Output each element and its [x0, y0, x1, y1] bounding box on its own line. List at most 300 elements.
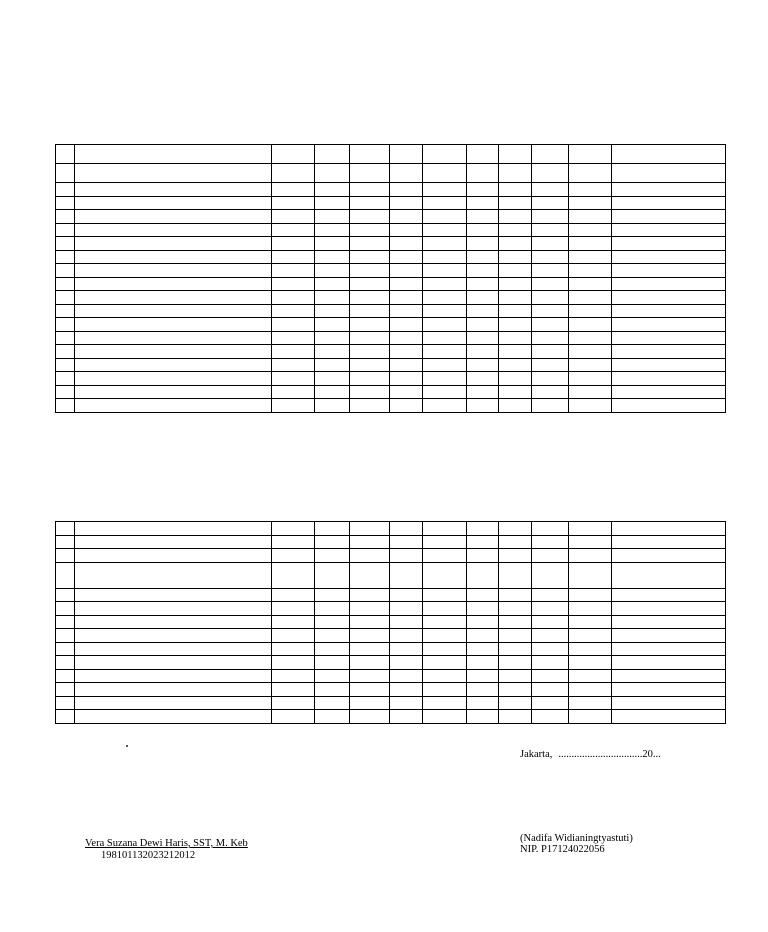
table-cell [315, 183, 350, 197]
table-cell [56, 696, 75, 710]
table-cell [467, 615, 499, 629]
table-cell [56, 642, 75, 656]
table-cell [350, 562, 390, 588]
table-row [56, 291, 726, 305]
table-cell [56, 602, 75, 616]
table-cell [350, 669, 390, 683]
table-cell [75, 345, 272, 359]
table-cell [467, 562, 499, 588]
table-cell [350, 237, 390, 251]
table-cell [315, 223, 350, 237]
table-cell [56, 629, 75, 643]
table-cell [569, 345, 612, 359]
table-cell [423, 164, 467, 183]
table-cell [467, 277, 499, 291]
table-cell [467, 183, 499, 197]
table-row [56, 223, 726, 237]
table-cell [390, 331, 423, 345]
table-row [56, 399, 726, 413]
table-cell [350, 683, 390, 697]
table-cell [56, 237, 75, 251]
table-cell [56, 535, 75, 549]
table-cell [315, 683, 350, 697]
table-cell [569, 696, 612, 710]
table-cell [569, 145, 612, 164]
table-cell [499, 358, 532, 372]
table-cell [467, 588, 499, 602]
table-cell [272, 602, 315, 616]
table-cell [390, 669, 423, 683]
table-cell [569, 196, 612, 210]
table-cell [569, 304, 612, 318]
table-cell [315, 264, 350, 278]
table-cell [350, 264, 390, 278]
table-cell [467, 372, 499, 386]
table-cell [612, 642, 726, 656]
table-cell [499, 345, 532, 359]
table-cell [390, 196, 423, 210]
table-row [56, 331, 726, 345]
table-cell [56, 164, 75, 183]
table-cell [56, 250, 75, 264]
table-cell [272, 372, 315, 386]
table-cell [75, 629, 272, 643]
table-cell [75, 237, 272, 251]
table-cell [56, 291, 75, 305]
table-cell [390, 277, 423, 291]
table-cell [569, 629, 612, 643]
table-cell [390, 237, 423, 251]
table-cell [75, 696, 272, 710]
table-cell [75, 535, 272, 549]
table-cell [350, 588, 390, 602]
table-cell [423, 669, 467, 683]
table-cell [569, 642, 612, 656]
table-row [56, 615, 726, 629]
table-cell [499, 291, 532, 305]
table-cell [612, 710, 726, 724]
table-cell [272, 250, 315, 264]
table-cell [56, 277, 75, 291]
left-signer-nip: 198101132023212012 [101, 850, 196, 861]
table-cell [350, 210, 390, 224]
table-cell [390, 602, 423, 616]
table-cell [423, 588, 467, 602]
table-cell [612, 588, 726, 602]
table-cell [499, 562, 532, 588]
table-cell [532, 318, 569, 332]
table-cell [532, 696, 569, 710]
table-cell [612, 683, 726, 697]
stray-mark [126, 745, 128, 747]
table-cell [612, 399, 726, 413]
table-cell [612, 669, 726, 683]
table-cell [467, 399, 499, 413]
table-cell [75, 223, 272, 237]
table-cell [56, 223, 75, 237]
table-cell [272, 588, 315, 602]
table-cell [423, 629, 467, 643]
table-cell [423, 522, 467, 536]
table-cell [499, 399, 532, 413]
table-cell [612, 145, 726, 164]
table-cell [390, 145, 423, 164]
table-cell [612, 183, 726, 197]
table-cell [56, 615, 75, 629]
table-cell [569, 562, 612, 588]
table-cell [272, 522, 315, 536]
table-cell [390, 549, 423, 563]
table-row [56, 145, 726, 164]
table-cell [612, 345, 726, 359]
table-cell [75, 250, 272, 264]
table-cell [272, 683, 315, 697]
table-row [56, 656, 726, 670]
table-cell [75, 549, 272, 563]
table-cell [467, 345, 499, 359]
table-cell [423, 642, 467, 656]
table-cell [315, 535, 350, 549]
table-cell [612, 629, 726, 643]
table-cell [612, 615, 726, 629]
table-cell [390, 291, 423, 305]
table-cell [499, 683, 532, 697]
table-cell [272, 277, 315, 291]
table-row [56, 345, 726, 359]
table-cell [390, 183, 423, 197]
table-cell [315, 399, 350, 413]
table-row [56, 522, 726, 536]
table-cell [350, 145, 390, 164]
table-cell [499, 696, 532, 710]
table-cell [467, 669, 499, 683]
table-cell [390, 210, 423, 224]
table-cell [499, 656, 532, 670]
table-cell [350, 615, 390, 629]
table-cell [75, 196, 272, 210]
table-cell [390, 535, 423, 549]
table-cell [75, 642, 272, 656]
table-cell [532, 710, 569, 724]
table-cell [75, 372, 272, 386]
table-cell [390, 710, 423, 724]
table-cell [56, 358, 75, 372]
table-cell [532, 164, 569, 183]
table-cell [390, 164, 423, 183]
table-cell [569, 331, 612, 345]
table-cell [499, 710, 532, 724]
table-cell [315, 196, 350, 210]
table-cell [467, 291, 499, 305]
table-cell [350, 358, 390, 372]
table-cell [499, 372, 532, 386]
table-cell [532, 210, 569, 224]
table-cell [499, 522, 532, 536]
table-cell [423, 358, 467, 372]
table-cell [56, 196, 75, 210]
table-row [56, 710, 726, 724]
table-cell [532, 669, 569, 683]
table-cell [499, 615, 532, 629]
right-signer-nip: NIP. P17124022056 [520, 844, 605, 855]
table-cell [272, 615, 315, 629]
table-cell [532, 656, 569, 670]
table-row [56, 629, 726, 643]
table-cell [315, 164, 350, 183]
table-cell [75, 277, 272, 291]
table-cell [569, 683, 612, 697]
table-cell [423, 683, 467, 697]
table-cell [569, 669, 612, 683]
table-cell [315, 549, 350, 563]
table-cell [423, 264, 467, 278]
table-cell [499, 642, 532, 656]
table-cell [423, 291, 467, 305]
table-cell [75, 683, 272, 697]
table-cell [390, 629, 423, 643]
table-cell [499, 629, 532, 643]
table-row [56, 669, 726, 683]
table-cell [75, 710, 272, 724]
table-cell [532, 642, 569, 656]
table-cell [56, 399, 75, 413]
table-cell [569, 710, 612, 724]
table-cell [467, 535, 499, 549]
table-cell [350, 304, 390, 318]
table-cell [272, 710, 315, 724]
table-cell [569, 183, 612, 197]
table-cell [499, 196, 532, 210]
table-cell [350, 291, 390, 305]
table-cell [350, 642, 390, 656]
table-cell [532, 385, 569, 399]
table-cell [532, 331, 569, 345]
table-cell [569, 237, 612, 251]
table-cell [423, 696, 467, 710]
table-cell [272, 196, 315, 210]
table-row [56, 183, 726, 197]
table-cell [423, 549, 467, 563]
table-cell [272, 345, 315, 359]
table-cell [350, 196, 390, 210]
table-cell [75, 304, 272, 318]
table-row [56, 250, 726, 264]
table-cell [272, 549, 315, 563]
table-row [56, 210, 726, 224]
table-cell [612, 223, 726, 237]
table-cell [612, 210, 726, 224]
table-cell [56, 145, 75, 164]
table-cell [350, 223, 390, 237]
table-cell [315, 522, 350, 536]
table-cell [272, 318, 315, 332]
table-cell [612, 304, 726, 318]
table-cell [532, 399, 569, 413]
table-cell [315, 210, 350, 224]
table-cell [350, 372, 390, 386]
table-cell [75, 522, 272, 536]
table-cell [423, 615, 467, 629]
table-row [56, 358, 726, 372]
table-cell [390, 264, 423, 278]
table-cell [532, 683, 569, 697]
table-cell [423, 710, 467, 724]
table-cell [532, 277, 569, 291]
table-row [56, 304, 726, 318]
table-cell [390, 562, 423, 588]
table-cell [467, 331, 499, 345]
table-cell [612, 385, 726, 399]
table-cell [467, 164, 499, 183]
table-cell [423, 385, 467, 399]
table-cell [569, 250, 612, 264]
table-cell [532, 291, 569, 305]
table-cell [350, 602, 390, 616]
table-cell [532, 223, 569, 237]
table-row [56, 372, 726, 386]
table-cell [612, 196, 726, 210]
table-cell [315, 358, 350, 372]
table-cell [350, 656, 390, 670]
table-cell [532, 535, 569, 549]
table-cell [315, 304, 350, 318]
table-cell [569, 164, 612, 183]
date-dots: ................................ [558, 749, 643, 760]
table-cell [350, 385, 390, 399]
table-cell [499, 183, 532, 197]
table-cell [423, 535, 467, 549]
table-cell [390, 372, 423, 386]
table-cell [272, 535, 315, 549]
table-cell [350, 164, 390, 183]
table-cell [56, 588, 75, 602]
table-cell [532, 562, 569, 588]
table-cell [532, 372, 569, 386]
table-cell [423, 277, 467, 291]
table-cell [499, 223, 532, 237]
table-cell [467, 549, 499, 563]
table-cell [75, 318, 272, 332]
table-cell [272, 223, 315, 237]
table-cell [467, 318, 499, 332]
table-cell [423, 331, 467, 345]
table-cell [423, 602, 467, 616]
table-cell [56, 656, 75, 670]
table-cell [350, 250, 390, 264]
table-cell [612, 237, 726, 251]
table-cell [423, 399, 467, 413]
table-cell [467, 237, 499, 251]
table-cell [272, 291, 315, 305]
table-cell [390, 250, 423, 264]
left-signer-name: Vera Suzana Dewi Haris, SST, M. Keb [85, 838, 248, 849]
table-cell [315, 331, 350, 345]
table-cell [569, 385, 612, 399]
table-cell [467, 145, 499, 164]
table-cell [423, 237, 467, 251]
table-cell [350, 183, 390, 197]
table-cell [569, 549, 612, 563]
table-row [56, 196, 726, 210]
table-cell [315, 629, 350, 643]
table-cell [612, 164, 726, 183]
table-cell [423, 183, 467, 197]
table-cell [390, 615, 423, 629]
table-cell [467, 264, 499, 278]
table-cell [56, 183, 75, 197]
table-cell [532, 602, 569, 616]
table-cell [272, 629, 315, 643]
table-cell [499, 385, 532, 399]
place-label: Jakarta, [520, 749, 553, 760]
table-cell [499, 277, 532, 291]
table-cell [499, 535, 532, 549]
table-cell [612, 562, 726, 588]
table-cell [56, 549, 75, 563]
table-cell [612, 264, 726, 278]
table-cell [272, 656, 315, 670]
table-cell [272, 562, 315, 588]
table-cell [315, 277, 350, 291]
table-row [56, 277, 726, 291]
table-cell [75, 183, 272, 197]
table-cell [56, 210, 75, 224]
table-cell [532, 304, 569, 318]
table-cell [390, 385, 423, 399]
table-cell [56, 264, 75, 278]
table-cell [272, 237, 315, 251]
table-row [56, 696, 726, 710]
table-cell [532, 358, 569, 372]
table-cell [272, 669, 315, 683]
table-cell [569, 535, 612, 549]
table-cell [350, 696, 390, 710]
table-cell [467, 385, 499, 399]
table-cell [612, 522, 726, 536]
table-cell [315, 385, 350, 399]
table-cell [423, 656, 467, 670]
table-cell [75, 331, 272, 345]
table-cell [272, 145, 315, 164]
table-cell [350, 399, 390, 413]
table-cell [423, 250, 467, 264]
table-row [56, 549, 726, 563]
table-cell [612, 549, 726, 563]
table-cell [499, 304, 532, 318]
table-cell [390, 522, 423, 536]
table-row [56, 318, 726, 332]
table-cell [75, 264, 272, 278]
table-cell [390, 399, 423, 413]
table-row [56, 683, 726, 697]
table-cell [350, 345, 390, 359]
table-cell [499, 669, 532, 683]
table-cell [390, 642, 423, 656]
table-cell [56, 331, 75, 345]
table-cell [75, 562, 272, 588]
table-row [56, 602, 726, 616]
table-cell [569, 656, 612, 670]
table-cell [532, 145, 569, 164]
table-cell [272, 399, 315, 413]
table-cell [315, 602, 350, 616]
table-row [56, 535, 726, 549]
table-cell [75, 588, 272, 602]
table-cell [612, 602, 726, 616]
table-cell [56, 669, 75, 683]
table-cell [467, 642, 499, 656]
table-cell [612, 535, 726, 549]
